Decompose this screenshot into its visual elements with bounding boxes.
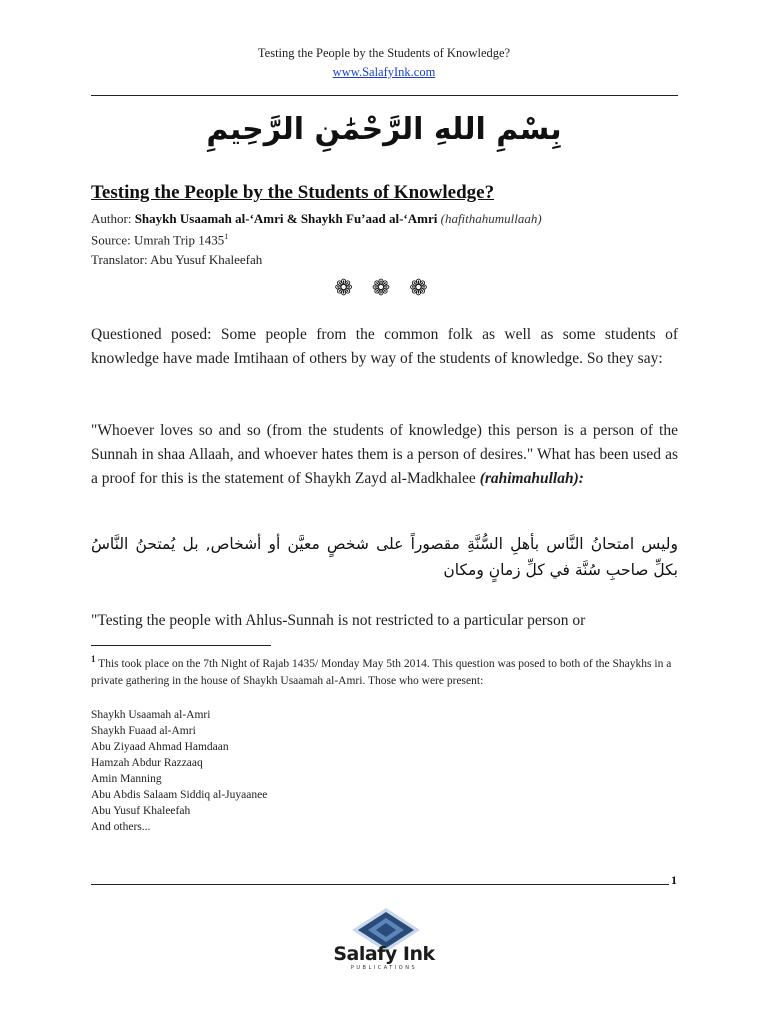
attendee-item: Abu Yusuf Khaleefah: [91, 805, 191, 817]
website-link[interactable]: www.SalafyInk.com: [332, 65, 436, 79]
attendee-item: Abu Ziyaad Ahmad Hamdaan: [91, 741, 229, 753]
translator-label: Translator:: [91, 252, 148, 267]
footnote-text: This took place on the 7th Night of Rajab 1435/ Monday May 5th 2014. This question was posed to both of the Shaykhs in a private gathering in the house of Shaykh Usaamah al-Amri. Those who were present:: [91, 657, 672, 687]
author-label: Author:: [91, 211, 132, 226]
basmala-calligraphy: بِسْمِ اللهِ الرَّحْمَٰنِ الرَّحِيمِ: [206, 112, 562, 147]
attendee-item: Hamzah Abdur Razzaaq: [91, 757, 203, 769]
translator-line: [91, 252, 262, 268]
translation-paragraph: "Testing the people with Ahlus-Sunnah is not restricted to a particular person or: [91, 612, 586, 629]
running-header-title: Testing the People by the Students of Knowledge?: [257, 46, 511, 60]
attendee-item: Shaykh Fuaad al-Amri: [91, 725, 196, 737]
quote-text: "Whoever loves so and so (from the students of knowledge) this person is a person of the Sunnah in shaa Allaah, and whoever hates them is a person of desires." What has been used as a proof for this is the statement of Shaykh Zayd al-Madkhalee: [91, 422, 678, 487]
attendee-list: [91, 707, 267, 835]
attendee-item: Amin Manning: [91, 773, 162, 785]
footnote-number: 1: [91, 654, 96, 664]
source-value: Umrah Trip 1435: [133, 232, 225, 248]
author-honorific: (hafithahumullaah): [440, 211, 542, 226]
attendee-item: And others...: [91, 821, 151, 833]
author-line: [91, 211, 542, 227]
logo-wordmark: Salafy Ink: [333, 943, 435, 965]
question-paragraph: Questioned posed: Some people from the common folk as well as some students of knowledge have made Imtihaan of others by way of the students of knowledge. So they say:: [91, 326, 678, 367]
footnote-ref[interactable]: 1: [224, 232, 229, 241]
logo-subtitle: PUBLICATIONS: [350, 965, 418, 971]
document-title: Testing the People by the Students of Knowledge?: [91, 182, 495, 203]
attendee-item: Shaykh Usaamah al-Amri: [91, 709, 211, 721]
source-label: Source:: [91, 232, 131, 248]
quote-honorific: (rahimahullah):: [479, 470, 584, 487]
flower-ornament-divider: ❁ ❁ ❁: [334, 276, 434, 301]
footer-divider: [91, 884, 669, 885]
arabic-quote: وليس امتحانُ النَّاس بأهلِ السُّنَّةِ مقصوراً على شخصٍ معيَّن أو أشخاص, بل يُمتحنُ النَّاسُ بكلِّ صاحبِ سُنَّة في كلِّ زمانٍ ومكان: [91, 535, 678, 579]
translator-name: Abu Yusuf Khaleefah: [150, 252, 263, 267]
header-divider: [91, 95, 678, 96]
author-name: Shaykh Usaamah al-‘Amri & Shaykh Fu’aad al-‘Amri: [134, 211, 438, 226]
source-line: [91, 232, 228, 248]
page-number: 1: [671, 873, 677, 887]
quote-paragraph: [91, 419, 678, 491]
footnote: [91, 651, 681, 690]
footnote-separator: [91, 645, 271, 646]
attendee-item: Abu Abdis Salaam Siddiq al-Juyaanee: [91, 789, 268, 801]
